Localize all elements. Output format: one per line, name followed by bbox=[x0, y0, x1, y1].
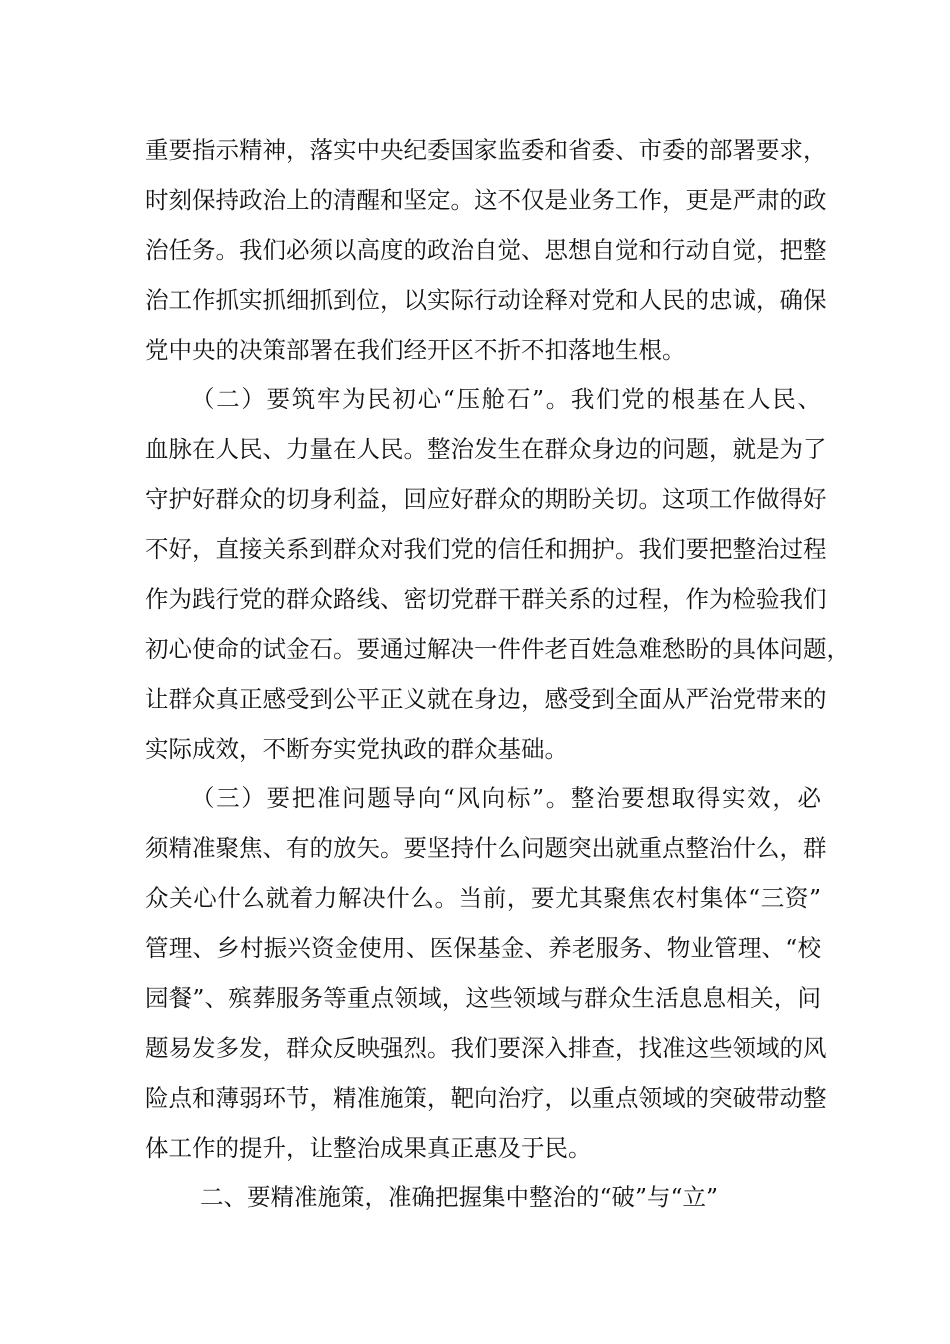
text-line: 作为践行党的群众路线、密切党群干群关系的过程，作为检验我们 bbox=[145, 585, 827, 613]
text-line: 时刻保持政治上的清醒和坚定。这不仅是业务工作，更是严肃的政 bbox=[145, 186, 827, 214]
text-line: 须精准聚焦、有的放矢。要坚持什么问题突出就重点整治什么，群 bbox=[145, 834, 827, 862]
paragraph-section-2 bbox=[145, 374, 850, 774]
text-line: 险点和薄弱环节，精准施策，靶向治疗，以重点领域的突破带动整 bbox=[145, 1084, 827, 1112]
paragraph-section-3 bbox=[145, 773, 827, 1173]
text-line: 治任务。我们必须以高度的政治自觉、思想自觉和行动自觉，把整 bbox=[145, 236, 827, 264]
text-line: （三）要把准问题导向“风向标”。整治要想取得实效，必 bbox=[191, 784, 821, 812]
text-line: 众关心什么就着力解决什么。当前，要尤其聚焦农村集体“三资” bbox=[145, 884, 821, 912]
text-line: （二）要筑牢为民初心“压舱石”。我们党的根基在人民、 bbox=[191, 385, 821, 413]
text-line: 初心使命的试金石。要通过解决一件件老百姓急难愁盼的具体问题， bbox=[145, 635, 850, 663]
paragraph-continuation bbox=[145, 125, 827, 375]
text-line: 园餐”、殡葬服务等重点领域，这些领域与群众生活息息相关，问 bbox=[145, 984, 821, 1012]
text-line: 党中央的决策部署在我们经开区不折不扣落地生根。 bbox=[145, 336, 686, 364]
text-line: 管理、乡村振兴资金使用、医保基金、养老服务、物业管理、“校 bbox=[145, 934, 821, 962]
text-line: 题易发多发，群众反映强烈。我们要深入排查，找准这些领域的风 bbox=[145, 1034, 827, 1062]
text-line: 体工作的提升，让整治成果真正惠及于民。 bbox=[145, 1134, 592, 1162]
text-line: 血脉在人民、力量在人民。整治发生在群众身边的问题，就是为了 bbox=[145, 435, 827, 463]
text-line: 让群众真正感受到公平正义就在身边，感受到全面从严治党带来的 bbox=[145, 685, 827, 713]
text-line: 治工作抓实抓细抓到位，以实际行动诠释对党和人民的忠诚，确保 bbox=[145, 286, 827, 314]
text-line: 重要指示精神，落实中央纪委国家监委和省委、市委的部署要求， bbox=[145, 136, 827, 164]
text-line: 守护好群众的切身利益，回应好群众的期盼关切。这项工作做得好 bbox=[145, 485, 827, 513]
text-line: 不好，直接关系到群众对我们党的信任和拥护。我们要把整治过程 bbox=[145, 535, 827, 563]
text-line: 实际成效，不断夯实党执政的群众基础。 bbox=[145, 735, 568, 763]
section-heading: 二、要精准施策，准确把握集中整治的“破”与“立” bbox=[200, 1183, 719, 1211]
